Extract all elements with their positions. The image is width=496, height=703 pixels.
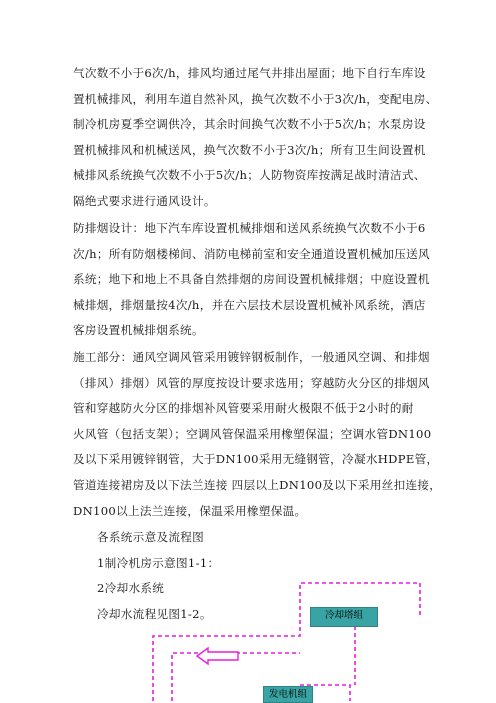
chiller-box (263, 686, 313, 703)
text-line: 隔绝式要求进行通风设计。 (73, 193, 216, 208)
text-line: 管和穿越防火分区的排烟补风管要采用耐火极限不低于2小时的耐 (73, 401, 414, 416)
text-line: 火风管（包括支架）；空调风管保温采用橡塑保温；空调水管DN100 (73, 426, 432, 441)
text-line: 置机械排风，利用车道自然补风，换气次数不小于3次/h，变配电房、 (73, 91, 438, 106)
text-line: 制冷机房夏季空调供冷，其余时间换气次数不小于5次/h；水泵房设 (73, 117, 426, 132)
supply-pipe (153, 583, 420, 701)
section-item: 2冷却水系统 (97, 581, 165, 596)
cooling-tower-label: 冷却塔组 (324, 610, 363, 621)
text-line: 气次数不小于6次/h，排风均通过尾气井排出屋面；地下自行车库设 (73, 66, 426, 80)
text-line: （排风）排烟）风管的厚度按设计要求选用；穿越防火分区的排烟风 (73, 375, 430, 390)
text-line: 及以下采用镀锌钢管，大于DN100采用无缝钢管，冷凝水HDPE管， (73, 452, 439, 467)
arrow-left-icon (197, 648, 238, 664)
section-title: 各系统示意及流程图 (97, 530, 205, 544)
text-line: 械排风系统换气次数不小于5次/h；人防物资库按满足战时清洁式、 (73, 168, 426, 183)
text-line: 置机械排风和机械送风，换气次数不小于3次/h；所有卫生间设置机 (73, 142, 426, 157)
text-line: 防排烟设计：地下汽车库设置机械排烟和送风系统换气次数不小于6 (73, 221, 426, 235)
text-line: 械排烟，排烟量按4次/h，并在六层技术层设置机械补风系统，酒店 (73, 297, 426, 312)
text-line: 施工部分：通风空调风管采用镀锌钢板制作，一般通风空调、和排烟 (73, 350, 430, 364)
flow-arrow (197, 648, 238, 664)
chiller-label: 发电机组 (268, 689, 307, 700)
text-line: 次/h；所有防烟楼梯间、消防电梯前室和安全通道设置机械加压送风 (73, 246, 430, 261)
text-line: DN100以上法兰连接，保温采用橡塑保温。 (73, 503, 307, 518)
text-line: 管道连接裙房及以下法兰连接 四层以上DN100及以下采用丝扣连接， (73, 477, 442, 492)
cooling-water-pipes (153, 583, 420, 701)
section-item: 1制冷机房示意图1-1： (97, 555, 220, 570)
text-line: 系统；地下和地上不具备自然排烟的房间设置机械排烟；中庭设置机 (73, 272, 430, 287)
cooling-tower-box (310, 607, 378, 627)
text-line: 客房设置机械排烟系统。 (73, 323, 204, 338)
section-item: 冷却水流程见图1-2。 (97, 606, 212, 621)
